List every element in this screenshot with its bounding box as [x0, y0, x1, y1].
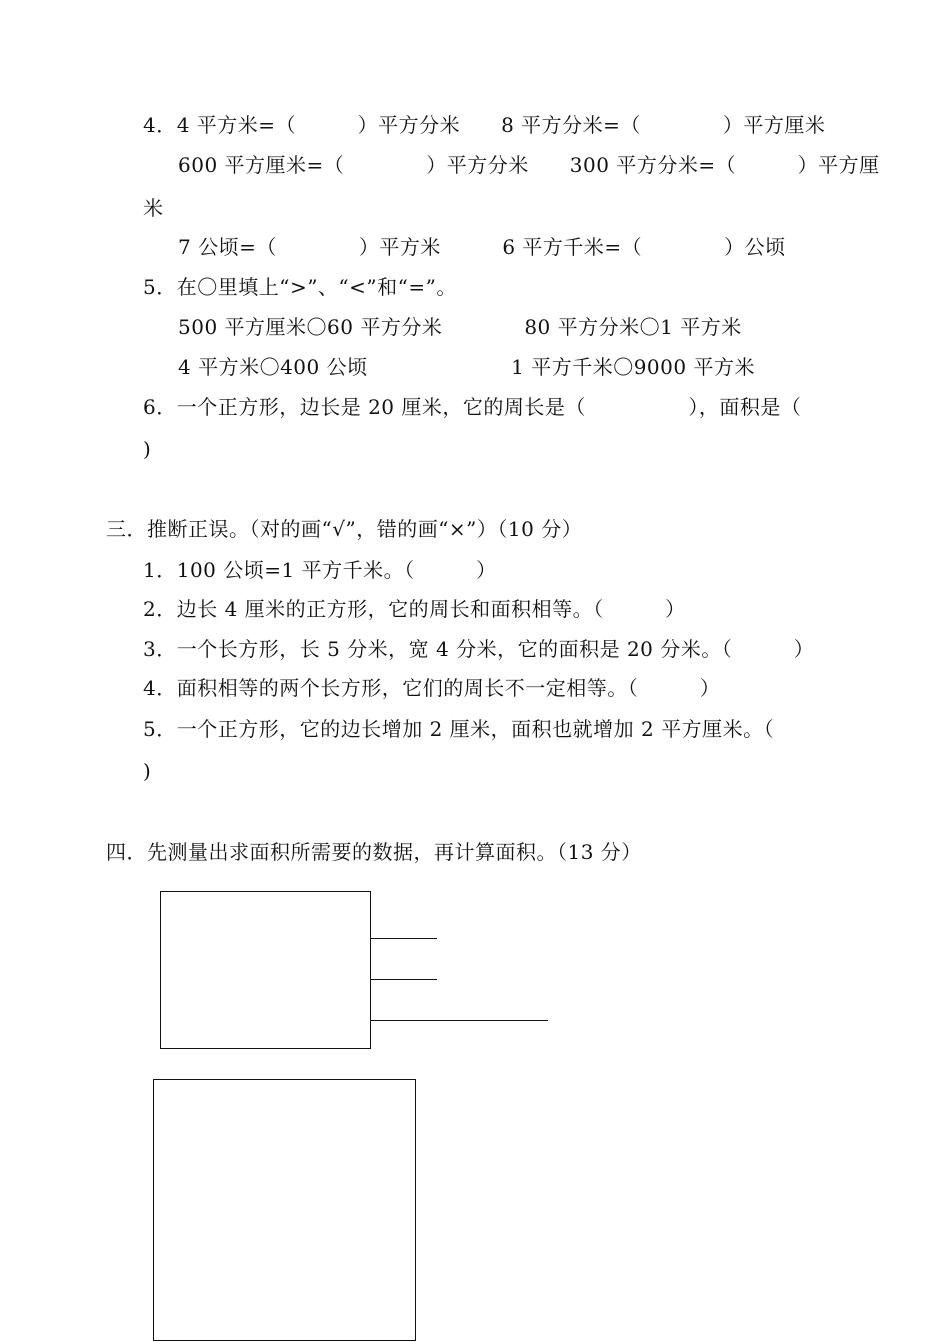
- question-4-line-3: 7 公顷=（ ）平方米 6 平方千米=（ ）公顷: [178, 235, 786, 259]
- measure-square: [153, 1079, 416, 1341]
- section-3-item-3: 3．一个长方形，长 5 分米，宽 4 分米，它的面积是 20 分米。（ ）: [143, 637, 815, 661]
- answer-blank-area[interactable]: [371, 1020, 548, 1021]
- question-6-line-1-wrap: ): [143, 437, 152, 461]
- question-5-line-1: 500 平方厘米〇60 平方分米 80 平方分米〇1 平方米: [178, 315, 742, 339]
- section-3-item-1: 1．100 公顷=1 平方千米。（ ）: [143, 558, 497, 582]
- question-5-title: 5．在〇里填上“>”、“<”和“=”。: [143, 275, 457, 299]
- measure-rectangle: [160, 891, 371, 1049]
- section-3-item-4: 4．面积相等的两个长方形，它们的周长不一定相等。（ ）: [143, 676, 721, 700]
- question-4-line-2: 600 平方厘米=（ ）平方分米 300 平方分米=（ ）平方厘: [178, 153, 880, 177]
- question-4-line-1: 4．4 平方米=（ ）平方分米 8 平方分米=（ ）平方厘米: [143, 113, 826, 137]
- question-4-line-2-wrap: 米: [143, 196, 164, 220]
- answer-blank-length[interactable]: [371, 938, 437, 939]
- section-3-heading: 三．推断正误。（对的画“√”，错的画“×”）（10 分）: [106, 517, 583, 541]
- question-5-line-2: 4 平方米〇400 公顷 1 平方千米〇9000 平方米: [178, 355, 755, 379]
- section-3-item-2: 2．边长 4 厘米的正方形，它的周长和面积相等。（ ）: [143, 597, 686, 621]
- answer-blank-width[interactable]: [371, 979, 437, 980]
- question-6-line-1: 6．一个正方形，边长是 20 厘米，它的周长是（ ），面积是（: [143, 395, 802, 419]
- section-3-item-5: 5．一个正方形，它的边长增加 2 厘米，面积也就增加 2 平方厘米。（: [143, 717, 775, 741]
- section-4-heading: 四．先测量出求面积所需要的数据，再计算面积。（13 分）: [106, 840, 642, 864]
- section-3-item-5-wrap: ): [143, 759, 152, 783]
